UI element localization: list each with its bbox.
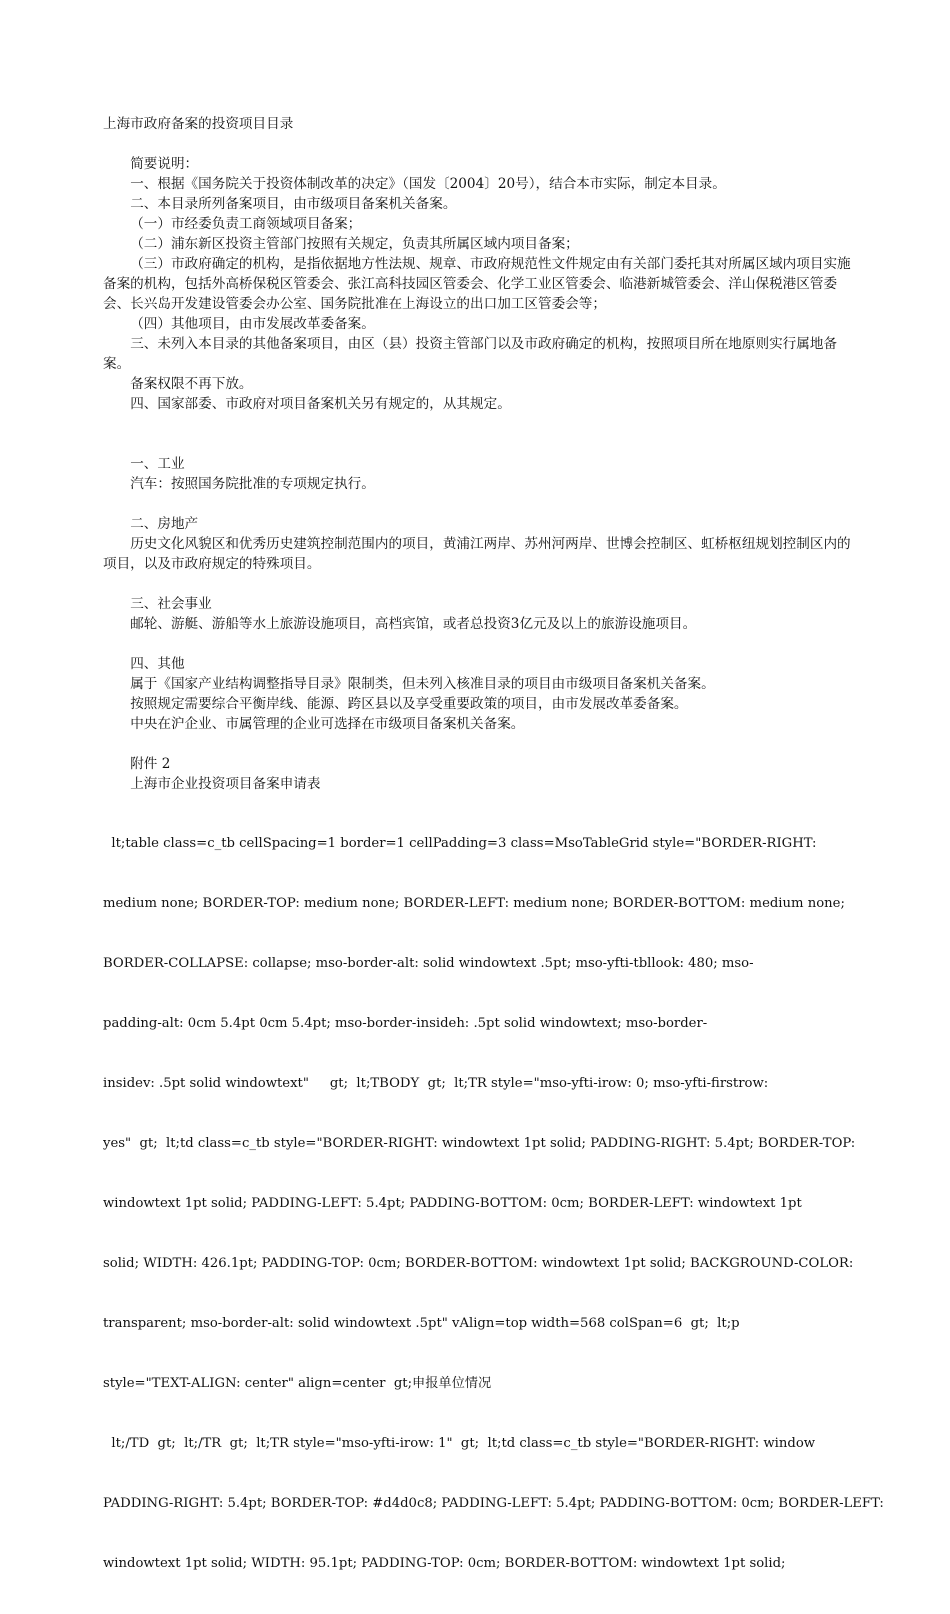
section-line: 汽车：按照国务院批准的专项规定执行。 — [130, 476, 375, 492]
intro-item-2: （二）浦东新区投资主管部门按照有关规定，负责其所属区域内项目备案； — [130, 236, 579, 252]
section-line: 历史文化风貌区和优秀历史建筑控制范围内的项目，黄浦江两岸、苏州河两岸、世博会控制区、虹桥枢纽规划控制区内的项目，以及市政府规定的特殊项目。 — [103, 536, 851, 572]
attachment-title: 上海市企业投资项目备案申请表 — [130, 776, 321, 792]
section-other — [103, 654, 863, 734]
raw-markup-line: padding-alt: 0cm 5.4pt 0cm 5.4pt; mso-border-insideh: .5pt solid windowtext; mso-border- — [103, 1016, 708, 1031]
section-line: 按照规定需要综合平衡岸线、能源、跨区县以及享受重要政策的项目，由市发展改革委备案。 — [130, 696, 688, 712]
intro-section — [103, 154, 863, 414]
raw-markup-line: windowtext 1pt solid; PADDING-LEFT: 5.4pt; PADDING-BOTTOM: 0cm; BORDER-LEFT: windowtext 1pt — [103, 1196, 802, 1211]
raw-markup-line: transparent; mso-border-alt: solid windowtext .5pt" vAlign=top width=568 colSpan=6 gt; lt;p — [103, 1316, 740, 1331]
document-body — [103, 114, 884, 1614]
raw-markup-line: lt;table class=c_tb cellSpacing=1 border=1 cellPadding=3 class=MsoTableGrid style="BORDER-RIGHT: — [103, 836, 817, 851]
section-line: 属于《国家产业结构调整指导目录》限制类，但未列入核准目录的项目由市级项目备案机关备案。 — [130, 676, 715, 692]
spacer — [103, 634, 863, 654]
spacer — [103, 734, 863, 754]
attachment-label: 附件 2 — [130, 756, 171, 772]
raw-markup-line: lt;/TD gt; lt;/TR gt; lt;TR style="mso-yfti-irow: 1" gt; lt;td class=c_tb style="BORDER-RIGHT: window — [103, 1436, 816, 1451]
intro-heading: 简要说明： — [130, 156, 199, 172]
intro-item-3: （三）市政府确定的机构，是指依据地方性法规、规章、市政府规范性文件规定由有关部门委托其对所属区域内项目实施备案的机构，包括外高桥保税区管委会、张江高科技园区管委会、化学工业区管委会、临港新城管委会、洋山保税港区管委会、长兴岛开发建设管委会办公室、国务院批准在上海设立的出口加工区管委会等； — [103, 256, 851, 312]
spacer — [103, 574, 863, 594]
section-heading: 三、社会事业 — [130, 596, 212, 612]
section-heading: 二、房地产 — [130, 516, 199, 532]
intro-item-4: （四）其他项目，由市发展改革委备案。 — [130, 316, 375, 332]
intro-paragraph-3: 三、未列入本目录的其他备案项目，由区（县）投资主管部门以及市政府确定的机构，按照项目所在地原则实行属地备案。 — [103, 336, 838, 372]
spacer — [103, 414, 863, 454]
intro-paragraph-1: 一、根据《国务院关于投资体制改革的决定》（国发〔2004〕20号），结合本市实际，制定本目录。 — [130, 176, 726, 192]
intro-paragraph-4: 四、国家部委、市政府对项目备案机关另有规定的，从其规定。 — [130, 396, 511, 412]
section-heading: 四、其他 — [130, 656, 185, 672]
attachment-section — [103, 754, 884, 1614]
section-heading: 一、工业 — [130, 456, 185, 472]
section-line: 邮轮、游艇、游船等水上旅游设施项目，高档宾馆，或者总投资3亿元及以上的旅游设施项目。 — [130, 616, 697, 632]
raw-markup-text — [103, 794, 950, 1614]
raw-markup-line: style="TEXT-ALIGN: center" align=center gt;申报单位情况 — [103, 1376, 492, 1391]
section-social — [103, 594, 863, 634]
raw-markup-line: windowtext 1pt solid; WIDTH: 95.1pt; PADDING-TOP: 0cm; BORDER-BOTTOM: windowtext 1pt solid; — [103, 1556, 786, 1571]
raw-markup-line: medium none; BORDER-TOP: medium none; BORDER-LEFT: medium none; BORDER-BOTTOM: medium none; — [103, 896, 845, 911]
spacer — [103, 134, 863, 154]
spacer — [103, 494, 863, 514]
intro-item-1: （一）市经委负责工商领域项目备案； — [130, 216, 362, 232]
intro-paragraph-3-note: 备案权限不再下放。 — [130, 376, 253, 392]
section-industry — [103, 454, 863, 494]
section-line: 中央在沪企业、市属管理的企业可选择在市级项目备案机关备案。 — [130, 716, 525, 732]
raw-markup-line: solid; WIDTH: 426.1pt; PADDING-TOP: 0cm; BORDER-BOTTOM: windowtext 1pt solid; BACKGROUND-COLOR: — [103, 1256, 854, 1271]
document-title: 上海市政府备案的投资项目目录 — [103, 116, 294, 132]
raw-markup-line: insidev: .5pt solid windowtext" gt; lt;TBODY gt; lt;TR style="mso-yfti-irow: 0; mso-yfti-firstrow: — [103, 1076, 769, 1091]
raw-markup-line: BORDER-COLLAPSE: collapse; mso-border-alt: solid windowtext .5pt; mso-yfti-tbllook: 480; mso- — [103, 956, 754, 971]
raw-markup-line: PADDING-RIGHT: 5.4pt; BORDER-TOP: #d4d0c8; PADDING-LEFT: 5.4pt; PADDING-BOTTOM: 0cm; BORDER-LEFT: — [103, 1496, 884, 1511]
section-real-estate — [103, 514, 863, 574]
intro-paragraph-2: 二、本目录所列备案项目，由市级项目备案机关备案。 — [130, 196, 457, 212]
raw-markup-line: yes" gt; lt;td class=c_tb style="BORDER-RIGHT: windowtext 1pt solid; PADDING-RIGHT: 5.4pt; BORDER-TOP: — [103, 1136, 856, 1151]
